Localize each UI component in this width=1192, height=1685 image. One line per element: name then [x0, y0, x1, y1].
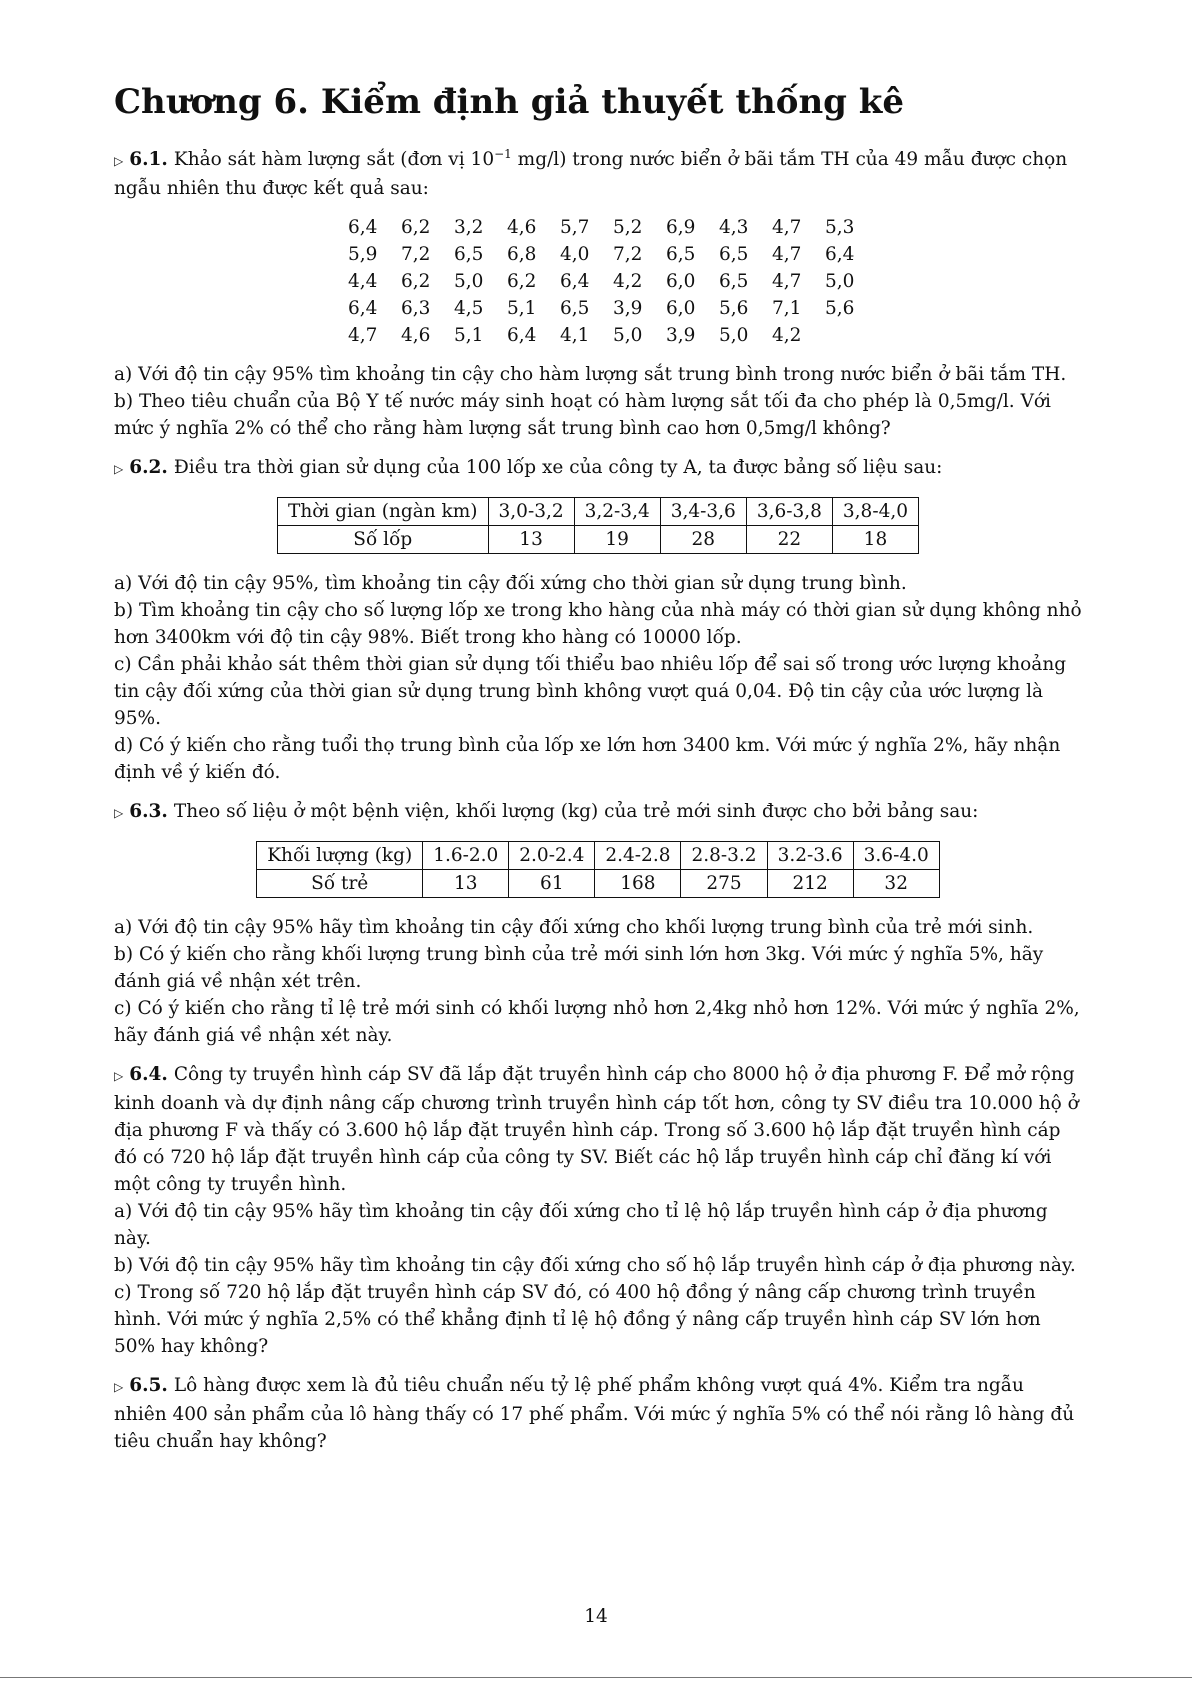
table-header-cell: 2.4-2.8: [595, 842, 681, 870]
data-cell: 5,7: [560, 217, 590, 238]
data-cell: 5,0: [719, 325, 749, 346]
exercise-number: 6.5.: [129, 1375, 168, 1396]
table-header-row: [277, 498, 918, 526]
data-cell: 6,4: [348, 217, 378, 238]
part-d: d) Có ý kiến cho rằng tuổi thọ trung bình của lốp xe lớn hơn 3400 km. Với mức ý nghĩa 2%, hãy nhận định về ý kiến đó.: [114, 735, 1061, 783]
data-cell: 6,4: [348, 298, 378, 319]
part-a: a) Với độ tin cậy 95% tìm khoảng tin cậy cho hàm lượng sắt trung bình trong nước biển ở bãi tắm TH.: [114, 364, 1067, 385]
exercise-intro: ▷ 6.5. Lô hàng được xem là đủ tiêu chuẩn nếu tỷ lệ phế phẩm không vượt quá 4%. Kiểm tra ngẫu nhiên 400 sản phẩm của lô hàng thấy có 17 phế phẩm. Với mức ý nghĩa 5% có thể nói rằng lô hàng đủ tiêu chuẩn hay không?: [114, 1375, 1075, 1452]
data-cell: 7,2: [401, 244, 431, 265]
part-b: b) Có ý kiến cho rằng khối lượng trung bình của trẻ mới sinh lớn hơn 3kg. Với mức ý nghĩa 5%, hãy đánh giá về nhận xét trên.: [114, 944, 1044, 992]
exercise-6-4: [114, 1061, 1082, 1360]
table-cell: 22: [746, 526, 832, 554]
table-cell: 32: [853, 870, 939, 898]
table-row-label: Số lốp: [277, 526, 488, 554]
data-cell: 4,4: [348, 271, 378, 292]
data-cell: 6,5: [719, 244, 749, 265]
data-cell: 6,2: [401, 217, 431, 238]
table-cell: 168: [595, 870, 681, 898]
data-cell: 4,1: [560, 325, 590, 346]
exercise-6-1: [114, 146, 1082, 442]
triangle-marker-icon: ▷: [114, 154, 124, 168]
data-cell: 6,3: [401, 298, 431, 319]
table-row: [257, 870, 940, 898]
data-cell: 3,9: [666, 325, 696, 346]
data-cell: 4,6: [401, 325, 431, 346]
data-cell: 6,0: [666, 271, 696, 292]
data-cell: 6,4: [507, 325, 537, 346]
part-b: b) Với độ tin cậy 95% hãy tìm khoảng tin cậy đối xứng cho số hộ lắp truyền hình cáp ở địa phương này.: [114, 1255, 1076, 1276]
exercise-intro: ▷ 6.1. Khảo sát hàm lượng sắt (đơn vị $10^{-1}$ mg/l) trong nước biển ở bãi tắm TH của 49 mẫu được chọn ngẫu nhiên thu được kết quả sau:: [114, 147, 1068, 199]
part-c: c) Trong số 720 hộ lắp đặt truyền hình cáp SV đó, có 400 hộ đồng ý nâng cấp chương trình truyền hình. Với mức ý nghĩa 2,5% có thể khẳng định tỉ lệ hộ đồng ý nâng cấp truyền hình cáp SV lớn hơn 50% hay không?: [114, 1282, 1041, 1357]
data-cell: 4,6: [507, 217, 537, 238]
part-a: a) Với độ tin cậy 95% hãy tìm khoảng tin cậy đối xứng cho tỉ lệ hộ lắp truyền hình cáp ở địa phương này.: [114, 1201, 1048, 1249]
part-b: b) Theo tiêu chuẩn của Bộ Y tế nước máy sinh hoạt có hàm lượng sắt tối đa cho phép là 0,5mg/l. Với mức ý nghĩa 2% có thể cho rằng hàm lượng sắt trung bình cao hơn 0,5mg/l không?: [114, 391, 1051, 439]
chapter-title: Chương 6. Kiểm định giả thuyết thống kê: [114, 82, 904, 122]
table-header-cell: 3,8-4,0: [832, 498, 918, 526]
data-cell: 4,2: [772, 325, 802, 346]
table-header-cell: 3,2-3,4: [574, 498, 660, 526]
table-cell: 275: [681, 870, 767, 898]
table-header-cell: 1.6-2.0: [423, 842, 509, 870]
data-cell: 4,7: [772, 271, 802, 292]
data-cell: 6,4: [825, 244, 855, 265]
data-cell: 7,1: [772, 298, 802, 319]
table-header-label: Thời gian (ngàn km): [277, 498, 488, 526]
table-header-cell: 2.0-2.4: [509, 842, 595, 870]
data-cell: 5,6: [825, 298, 855, 319]
exercise-intro: ▷ 6.3. Theo số liệu ở một bệnh viện, khối lượng (kg) của trẻ mới sinh được cho bởi bảng sau:: [114, 801, 979, 822]
data-cell: 6,5: [560, 298, 590, 319]
exercise-number: 6.3.: [129, 801, 168, 822]
data-cell: 6,5: [666, 244, 696, 265]
table-header-cell: 3.6-4.0: [853, 842, 939, 870]
table-cell: 28: [660, 526, 746, 554]
data-cell: 6,5: [454, 244, 484, 265]
exercise-6-2: [114, 454, 1082, 786]
newborn-weight-table: [256, 841, 940, 898]
data-cell: 5,1: [507, 298, 537, 319]
tire-lifetime-table: [277, 497, 919, 554]
triangle-marker-icon: ▷: [114, 1380, 124, 1394]
data-cell: 7,2: [613, 244, 643, 265]
page-content: [114, 80, 1082, 1455]
data-row: [348, 241, 878, 268]
part-a: a) Với độ tin cậy 95%, tìm khoảng tin cậy đối xứng cho thời gian sử dụng trung bình.: [114, 573, 907, 594]
data-cell: 5,0: [613, 325, 643, 346]
table-cell: 61: [509, 870, 595, 898]
data-cell: 6,9: [666, 217, 696, 238]
part-a: a) Với độ tin cậy 95% hãy tìm khoảng tin cậy đối xứng cho khối lượng trung bình của trẻ mới sinh.: [114, 917, 1034, 938]
data-cell: 5,0: [454, 271, 484, 292]
exercise-6-5: [114, 1372, 1082, 1455]
data-row: [348, 295, 878, 322]
triangle-marker-icon: ▷: [114, 806, 124, 820]
exercise-intro: ▷ 6.4. Công ty truyền hình cáp SV đã lắp đặt truyền hình cáp cho 8000 hộ ở địa phương F. Để mở rộng kinh doanh và dự định nâng cấp chương trình truyền hình cáp tốt hơn, công ty SV điều tra 10.000 hộ ở địa phương F và thấy có 3.600 hộ lắp đặt truyền hình cáp. Trong số 3.600 hộ lắp đặt truyền hình cáp đó có 720 hộ lắp đặt truyền hình cáp của công ty SV. Biết các hộ lắp truyền hình cáp chỉ đăng kí với một công ty truyền hình.: [114, 1064, 1079, 1195]
data-cell: 4,3: [719, 217, 749, 238]
iron-data-grid: [348, 214, 878, 349]
data-cell: 6,2: [401, 271, 431, 292]
exercise-number: 6.2.: [129, 457, 168, 478]
data-row: [348, 322, 878, 349]
table-row-label: Số trẻ: [257, 870, 423, 898]
exercise-number: 6.4.: [129, 1064, 168, 1085]
data-cell: 6,8: [507, 244, 537, 265]
data-cell: 4,7: [348, 325, 378, 346]
data-cell: 5,1: [454, 325, 484, 346]
table-cell: 19: [574, 526, 660, 554]
table-row: [277, 526, 918, 554]
data-cell: 4,5: [454, 298, 484, 319]
triangle-marker-icon: ▷: [114, 1069, 124, 1083]
data-row: [348, 214, 878, 241]
data-cell: 5,0: [825, 271, 855, 292]
triangle-marker-icon: ▷: [114, 462, 124, 476]
part-c: c) Cần phải khảo sát thêm thời gian sử dụng tối thiểu bao nhiêu lốp để sai số trong ước lượng khoảng tin cậy đối xứng của thời gian sử dụng trung bình không vượt quá 0,04. Độ tin cậy của ước lượng là 95%.: [114, 654, 1067, 729]
table-header-cell: 3,0-3,2: [488, 498, 574, 526]
table-cell: 18: [832, 526, 918, 554]
data-cell: 4,2: [613, 271, 643, 292]
data-cell: 3,9: [613, 298, 643, 319]
data-cell: 4,0: [560, 244, 590, 265]
data-cell: 5,9: [348, 244, 378, 265]
part-b: b) Tìm khoảng tin cậy cho số lượng lốp xe trong kho hàng của nhà máy có thời gian sử dụng không nhỏ hơn 3400km với độ tin cậy 98%. Biết trong kho hàng có 10000 lốp.: [114, 600, 1082, 648]
data-cell: 3,2: [454, 217, 484, 238]
exercise-6-3: [114, 798, 1082, 1049]
table-header-cell: 3.2-3.6: [767, 842, 853, 870]
table-header-cell: 3,4-3,6: [660, 498, 746, 526]
part-c: c) Có ý kiến cho rằng tỉ lệ trẻ mới sinh có khối lượng nhỏ hơn 2,4kg nhỏ hơn 12%. Với mức ý nghĩa 2%, hãy đánh giá về nhận xét này.: [114, 998, 1080, 1046]
data-cell: [825, 322, 878, 349]
table-header-row: [257, 842, 940, 870]
data-cell: 6,0: [666, 298, 696, 319]
data-cell: 4,7: [772, 217, 802, 238]
data-cell: 5,2: [613, 217, 643, 238]
data-cell: 6,5: [719, 271, 749, 292]
data-cell: 5,3: [825, 217, 855, 238]
exercise-intro: ▷ 6.2. Điều tra thời gian sử dụng của 100 lốp xe của công ty A, ta được bảng số liệu sau:: [114, 457, 943, 478]
table-cell: 13: [423, 870, 509, 898]
table-header-cell: 2.8-3.2: [681, 842, 767, 870]
table-cell: 13: [488, 526, 574, 554]
table-header-cell: 3,6-3,8: [746, 498, 832, 526]
footer-divider: [0, 1677, 1192, 1678]
data-cell: 4,7: [772, 244, 802, 265]
data-cell: 5,6: [719, 298, 749, 319]
page-number: 14: [584, 1606, 608, 1627]
table-header-label: Khối lượng (kg): [257, 842, 423, 870]
data-cell: 6,2: [507, 271, 537, 292]
table-cell: 212: [767, 870, 853, 898]
exercise-number: 6.1.: [129, 149, 168, 170]
data-row: [348, 268, 878, 295]
data-cell: 6,4: [560, 271, 590, 292]
